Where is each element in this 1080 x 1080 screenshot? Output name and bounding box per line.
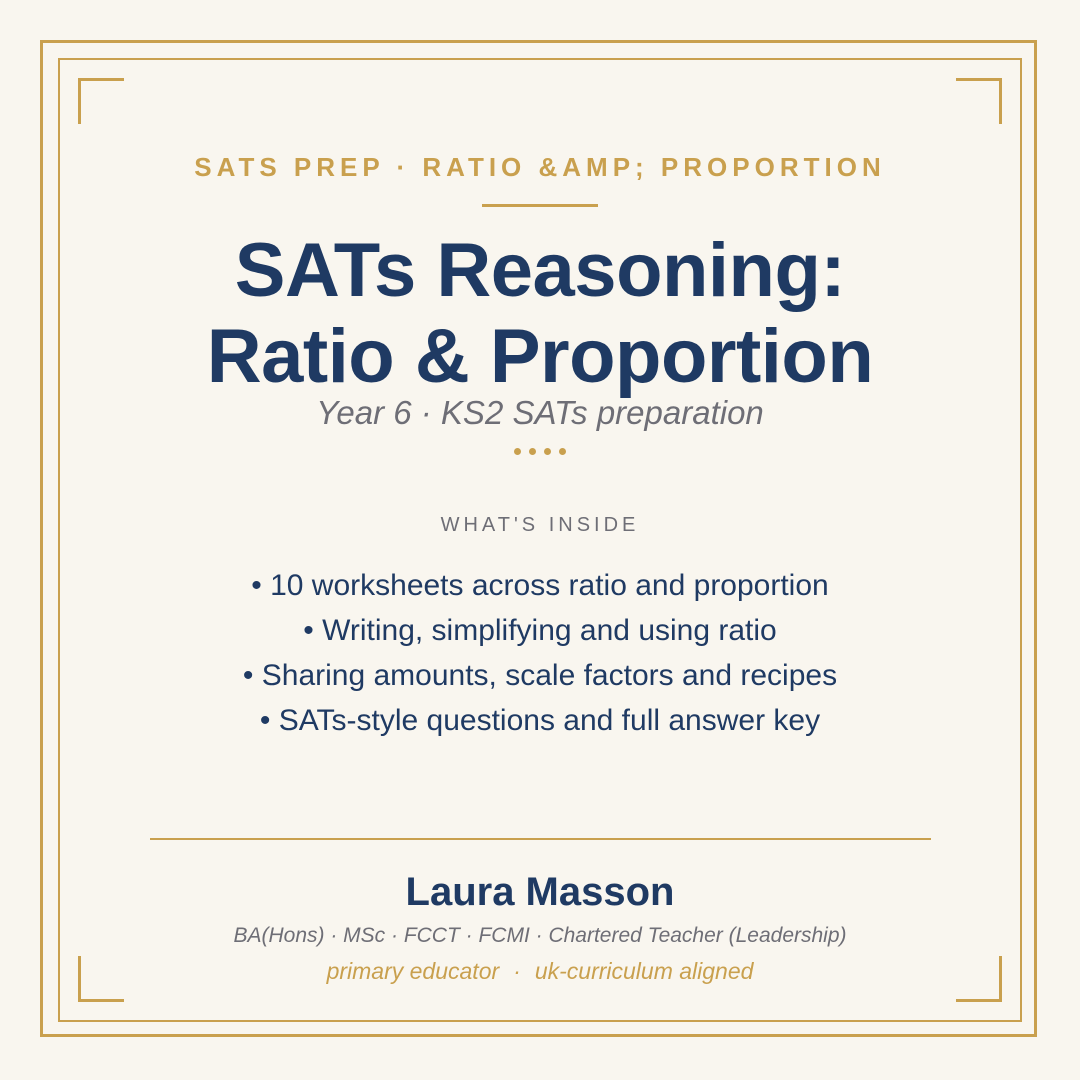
author-credentials: BA(Hons) · MSc · FCCT · FCMI · Chartered Teacher (Leadership) (233, 924, 847, 947)
tagline-curriculum: uk-curriculum aligned (534, 958, 754, 984)
corner-ornament-top-left (78, 78, 124, 124)
eyebrow-label: SATS PREP · RATIO &AMP; PROPORTION (194, 152, 886, 182)
title-line-1: SATs Reasoning: (234, 228, 846, 313)
author-taglines (0, 958, 1080, 985)
tagline-primary-educator: primary educator (326, 958, 500, 984)
dot-ornament (514, 448, 521, 455)
subtitle: Year 6 · KS2 SATs preparation (316, 394, 764, 431)
list-item: • SATs-style questions and full answer key (259, 704, 821, 737)
author-name: Laura Masson (405, 870, 675, 914)
dot-divider (0, 448, 1080, 455)
tagline-separator: · (513, 958, 521, 984)
dot-ornament (544, 448, 551, 455)
contents-list (0, 563, 1080, 743)
dot-ornament (559, 448, 566, 455)
list-item: • 10 worksheets across ratio and proportion (251, 569, 829, 602)
list-item: • Writing, simplifying and using ratio (303, 614, 777, 647)
list-item: • Sharing amounts, scale factors and recipes (242, 659, 838, 692)
corner-ornament-top-right (956, 78, 1002, 124)
page-title (0, 228, 1080, 400)
dot-ornament (529, 448, 536, 455)
section-label-whats-inside: WHAT'S INSIDE (440, 514, 640, 536)
footer-divider (150, 838, 931, 840)
eyebrow-divider (482, 204, 598, 207)
title-line-2: Ratio & Proportion (206, 314, 874, 399)
